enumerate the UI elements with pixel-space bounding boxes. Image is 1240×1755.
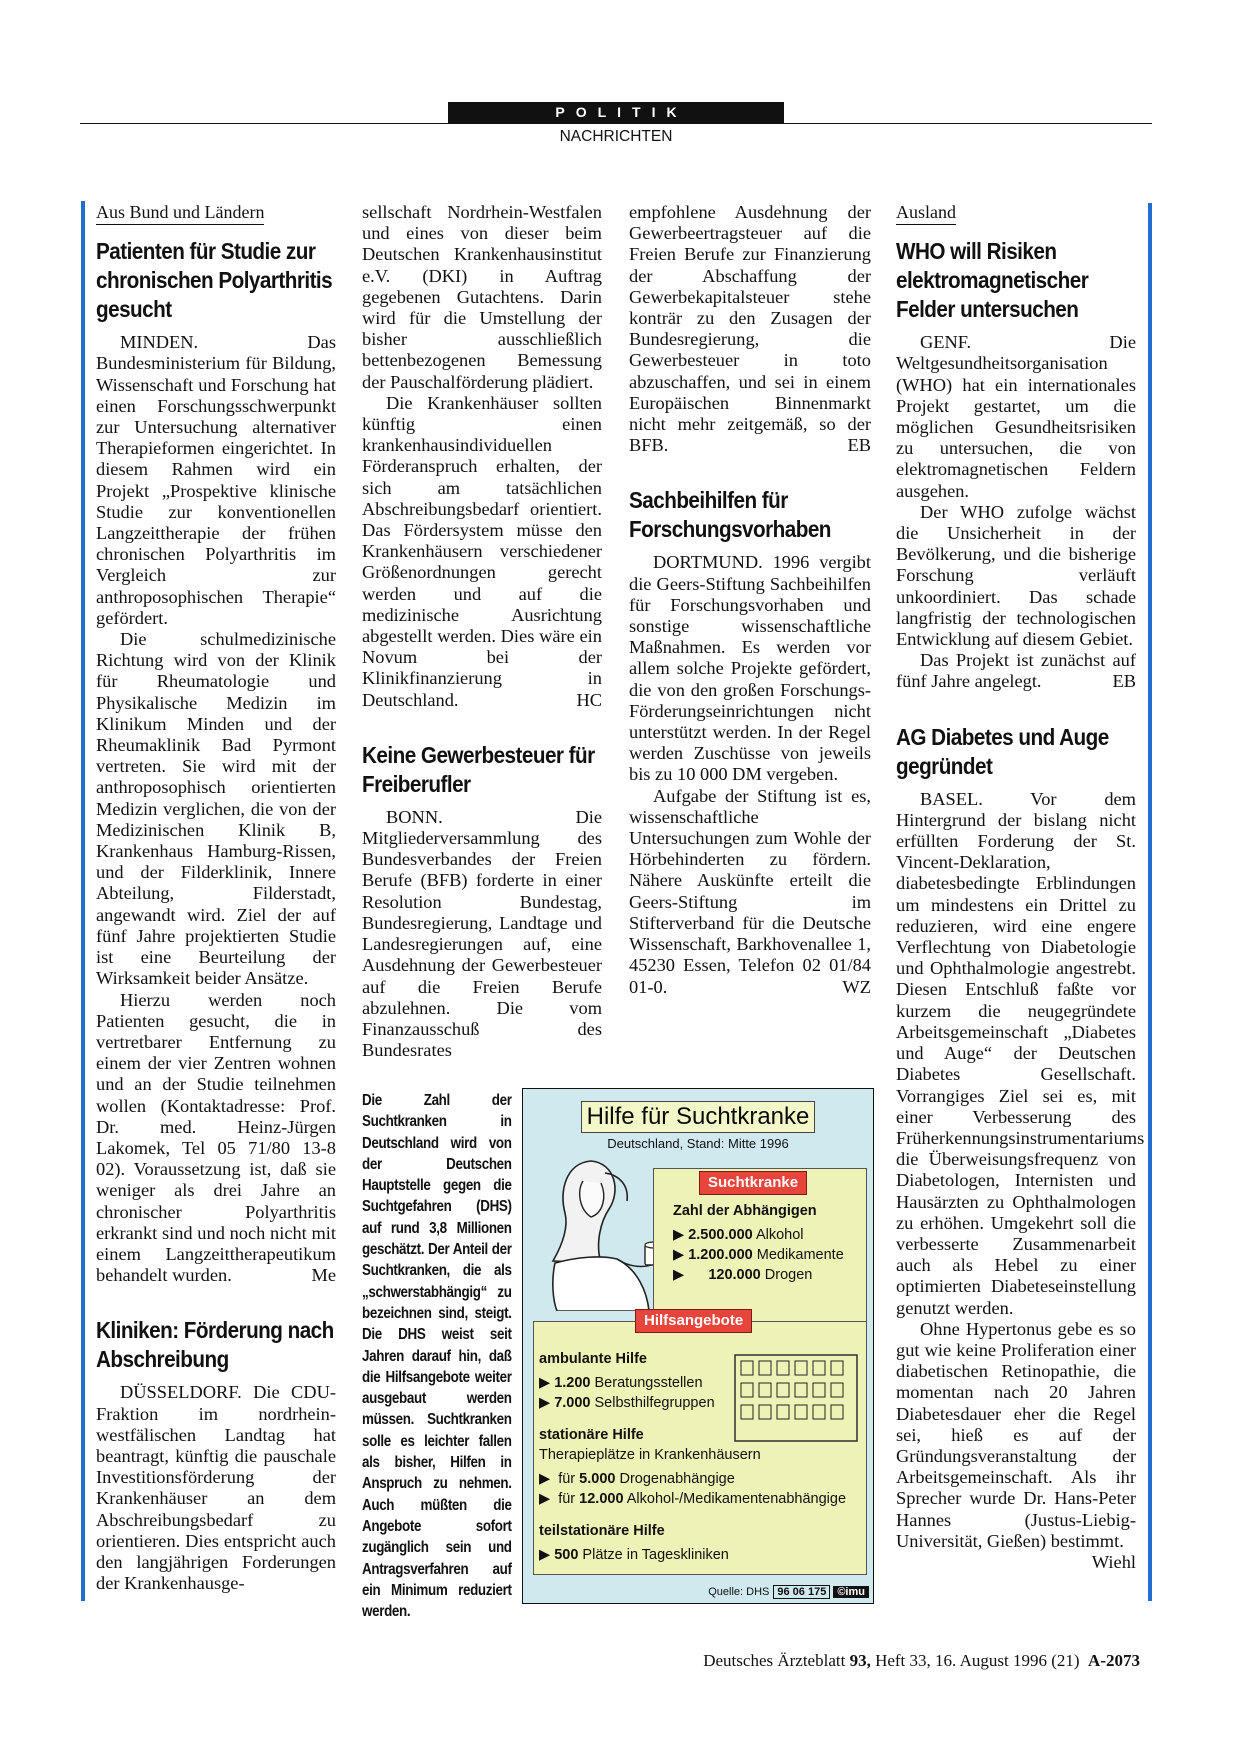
column-1 — [96, 202, 336, 1594]
row-alcohol-medication-addicts: ▶ für 12.000 Alkohol-/Medikamentenabhängige — [539, 1491, 847, 1507]
imu-logo: ©imu — [833, 1586, 869, 1598]
headline-kliniken: Kliniken: Förderung nach Abschreibung — [96, 1317, 334, 1373]
row-drug-addicts: ▶ für 5.000 Drogenabhängige — [539, 1471, 735, 1487]
subsection-label: NACHRICHTEN — [559, 128, 673, 145]
infographic-subtitle: Deutschland, Stand: Mitte 1996 — [607, 1136, 789, 1151]
headline-diabetes: AG Diabetes und Auge gegründet — [896, 723, 1109, 779]
author-signature: EB — [847, 435, 871, 456]
heading-inpatient: stationäre Hilfe — [539, 1427, 644, 1443]
tag-hilfsangebote: Hilfsangebote — [635, 1309, 752, 1333]
graphic-caption: Die Zahl der Suchtkranken in Deutschland wird von der Deutschen Hauptstelle gegen die Suchtgefahren (DHS) auf rund 3,8 Millionen geschätzt. Der Anteil der Suchtkranken, die als „schwerstabhängig“ zu bezeichnen sind, steigt. Die DHS weist seit Jahren darauf hin, daß die Hilfsangebote weiter ausgebaut werden müssen. Suchtkranken solle es leichter fallen als bisher, Hilfen in Anspruch zu nehmen. Auch müßten die Angebote sofort zugänglich sein und Antragsverfahren auf ein Minimum reduziert werden. — [362, 1092, 512, 1621]
kicker-abroad: Ausland — [896, 202, 956, 225]
column-accent-bar-left — [81, 201, 85, 1601]
article-paragraph: BONN. Die Mitgliederversammlung des Bundesverbandes der Freien Berufe (BFB) forderte in einer Resolution Bundestag, Bundesregierung, Landtage und Landesregierungen auf, eine Ausdehnung der Gewerbesteuer auf die Freien Berufe abzulehnen. Die vom Finanzausschuß des Bundesrates — [362, 806, 602, 1061]
heading-day-care: teilstationäre Hilfe — [539, 1523, 665, 1539]
author-signature: EB — [1112, 671, 1136, 692]
article-paragraph: Hierzu werden noch Patienten gesucht, die in vertretbarer Entfernung zu einem der vier Zentren wohnen und an der Studie teilnehmen wollen (Kontaktadresse: Prof. Dr. med. Heinz-Jürgen Lakomek, Tel 05 71/80 13-8 02). Voraussetzung ist, daß sie weniger als drei Jahre an chronischer Polyarthritis erkrankt sind und noch nicht mit einem Langzeittherapeutikum behandelt wurden. Me — [96, 989, 336, 1286]
article-paragraph: DORTMUND. 1996 vergibt die Geers-Stiftung Sachbeihilfen für Forschungsvorhaben und sonstige wissenschaftliche Maßnahmen. Es werden vor allem solche Projekte gefördert, die von den großen Forschungs-Förderungseinrichtungen nicht unterstützt werden. In der Regel werden Zuschüsse von jeweils bis zu 10 000 DM vergeben. — [629, 552, 871, 785]
tag-suchtkranke: Suchtkranke — [699, 1171, 807, 1195]
column-2 — [362, 202, 602, 1061]
row-counselling: ▶ 1.200 Beratungsstellen — [539, 1375, 703, 1391]
author-signature: HC — [576, 689, 602, 710]
infographic-source: Quelle: DHS 96 06 175 ©imu — [708, 1585, 869, 1599]
row-self-help: ▶ 7.000 Selbsthilfegruppen — [539, 1395, 715, 1411]
headline-sachbeihilfen: Sachbeihilfen für Forschungsvorhaben — [629, 487, 831, 543]
article-paragraph: Das Projekt ist zunächst auf fünf Jahre angelegt. EB — [896, 650, 1136, 692]
article-paragraph: MINDEN. Das Bundesministerium für Bildung, Wissenschaft und Forschung hat einen Forschungsschwerpunkt zur Untersuchung alternativer Therapieformen eingerichtet. In diesem Rahmen wird ein Projekt „Prospektive klinische Studie zur konventionellen Langzeittherapie der frühen chronischen Polyarthritis im Vergleich zur anthroposophischen Therapie“ gefördert. — [96, 332, 336, 628]
column-3 — [629, 202, 871, 998]
row-medication: ▶ 1.200.000 Medikamente — [673, 1247, 844, 1263]
article-paragraph: Ohne Hypertonus gebe es so gut wie keine Proliferation einer diabetischen Retinopathie, die momentan nach 20 Jahren Diabetesdauer eher die Regel sei, hieß es auf der Gründungsveranstaltung der Arbeitsgemeinschaft. Als ihr Sprecher wurde Dr. Hans-Peter Hannes (Justus-Liebig-Universität, Gießen) bestimmt. Wiehl — [896, 1318, 1136, 1572]
headline-gewerbesteuer: Keine Gewerbesteuer für Freiberufler — [362, 741, 595, 797]
author-signature: Wiehl — [1091, 1551, 1136, 1572]
infographic-code: 96 06 175 — [773, 1585, 830, 1599]
inpatient-subheading: Therapieplätze in Krankenhäusern — [539, 1447, 761, 1463]
author-signature: Me — [311, 1265, 336, 1286]
page-footer: Deutsches Ärzteblatt 93, Heft 33, 16. August 1996 (21) A-2073 — [703, 1651, 1140, 1670]
column-4 — [896, 202, 1145, 1573]
article-paragraph: empfohlene Ausdehnung der Gewerbeertragsteuer auf die Freien Berufe zur Finanzierung der Abschaffung der Gewerbekapitalsteuer stehe konträr zu den Zusagen der Bundesregierung, die Gewerbesteuer in toto abzuschaffen, und sei in einem Europäischen Binnenmarkt nicht mehr zeitgemäß, so der BFB. EB — [629, 202, 871, 456]
article-paragraph: Die Krankenhäuser sollten künftig einen krankenhausindividuellen Förderanspruch erhalten, der sich am tatsächlichen Abschreibungsbedarf orientiert. Das Fördersystem müsse den Krankenhäusern verschiedener Größenordnungen gerecht werden und auf die medizinische Ausrichtung abgestellt werden. Dies wäre ein Novum bei der Klinikfinanzierung in Deutschland. HC — [362, 392, 602, 710]
article-paragraph: BASEL. Vor dem Hintergrund der bislang nicht erfüllten Forderung der St. Vincent-Deklaration, diabetesbedingte Erblindungen um mindestens ein Drittel zu reduzieren, wird eine engere Verflechtung von Diabetologie und Ophthalmologie angestrebt. Diesen Entschluß faßte vor kurzem die neugegründete Arbeitsgemeinschaft „Diabetes und Auge“ der Deutschen Diabetes Gesellschaft. Vorrangiges Ziel sei es, mit einer Verbesserung des Früherkennungsinstrumentariums die Überweisungsfrequenz von Diabetologen, Internisten und Hausärzten zu Ophthalmologen zu erhöhen. Umgekehrt soll die verbesserte Zusammenarbeit auch als Hebel zu einer optimierten Diabeteseinstellung genutzt werden. — [896, 788, 1145, 1318]
row-alcohol: ▶ 2.500.000 Alkohol — [673, 1227, 804, 1243]
article-paragraph: Aufgabe der Stiftung ist es, wissenschaftliche Untersuchungen zum Wohle der Hörbehinderten zu fördern. Nähere Auskünfte erteilt die Geers-Stiftung im Stifterverband für die Deutsche Wissenschaft, Barkhovenallee 1, 45230 Essen, Telefon 02 01/84 01-0. WZ — [629, 785, 871, 997]
article-paragraph: Der WHO zufolge wächst die Unsicherheit in der Bevölkerung, und die bisherige Forschung verläuft unkoordiniert. Das schade langfristig der technologischen Entwicklung auf diesem Gebiet. — [896, 501, 1136, 650]
author-signature: WZ — [842, 976, 871, 997]
article-paragraph: Die schulmedizinische Richtung wird von der Klinik für Rheumatologie und Physikalische Medizin im Klinikum Minden und der Rheumaklinik Bad Pyrmont vertreten. Sie wird mit der anthroposophisch orientierten Medizin verglichen, die von der Medizinischen Klinik B, Krankenhaus Hamburg-Rissen, und der Filderklinik, Innere Abteilung, Filderstadt, angewandt wird. Ziel der auf fünf Jahre projektierten Studie ist eine Beurteilung der Wirksamkeit beider Ansätze. — [96, 629, 336, 989]
header-rule — [80, 123, 1152, 124]
infographic-title: Hilfe für Suchtkranke — [581, 1101, 815, 1133]
row-drugs: ▶ 120.000 Drogen — [673, 1267, 813, 1283]
article-paragraph: sellschaft Nordrhein-Westfalen und eines von dieser beim Deutschen Krankenhausinstitut e.V. (DKI) in Auftrag gegebenen Gutachtens. Darin wird für die Umstellung der bisher ausschließlich bettenbezogenen Bemessung der Pauschalförderung plädiert. — [362, 202, 602, 392]
column-accent-bar-right — [1148, 203, 1152, 1601]
headline-who: WHO will Risiken elektromagnetischer Felder untersuchen — [896, 238, 1089, 323]
infographic-suchtkranke — [522, 1088, 874, 1604]
row-day-clinics: ▶ 500 Plätze in Tageskliniken — [539, 1547, 729, 1563]
heading-number-of-addicts: Zahl der Abhängigen — [673, 1203, 817, 1219]
section-label: POLITIK — [448, 102, 784, 123]
headline-polyarthritis: Patienten für Studie zur chronischen Polyarthritis gesucht — [96, 238, 333, 323]
kicker-domestic: Aus Bund und Ländern — [96, 202, 264, 225]
heading-outpatient: ambulante Hilfe — [539, 1351, 647, 1367]
article-paragraph: GENF. Die Weltgesundheitsorganisation (WHO) hat ein internationales Projekt gestartet, um die möglichen Gesundheitsrisiken zu untersuchen, die von elektromagnetischen Feldern ausgehen. — [896, 332, 1136, 501]
woman-illustration-icon — [531, 1151, 671, 1311]
hospital-building-icon — [733, 1349, 859, 1445]
article-paragraph: DÜSSELDORF. Die CDU-Fraktion im nordrhein-westfälischen Landtag hat beantragt, künftig die pauschale Investitionsförderung der Krankenhäuser an dem Abschreibungsbedarf zu orientieren. Dies entspricht auch den langjährigen Forderungen der Krankenhausge- — [96, 1382, 336, 1594]
